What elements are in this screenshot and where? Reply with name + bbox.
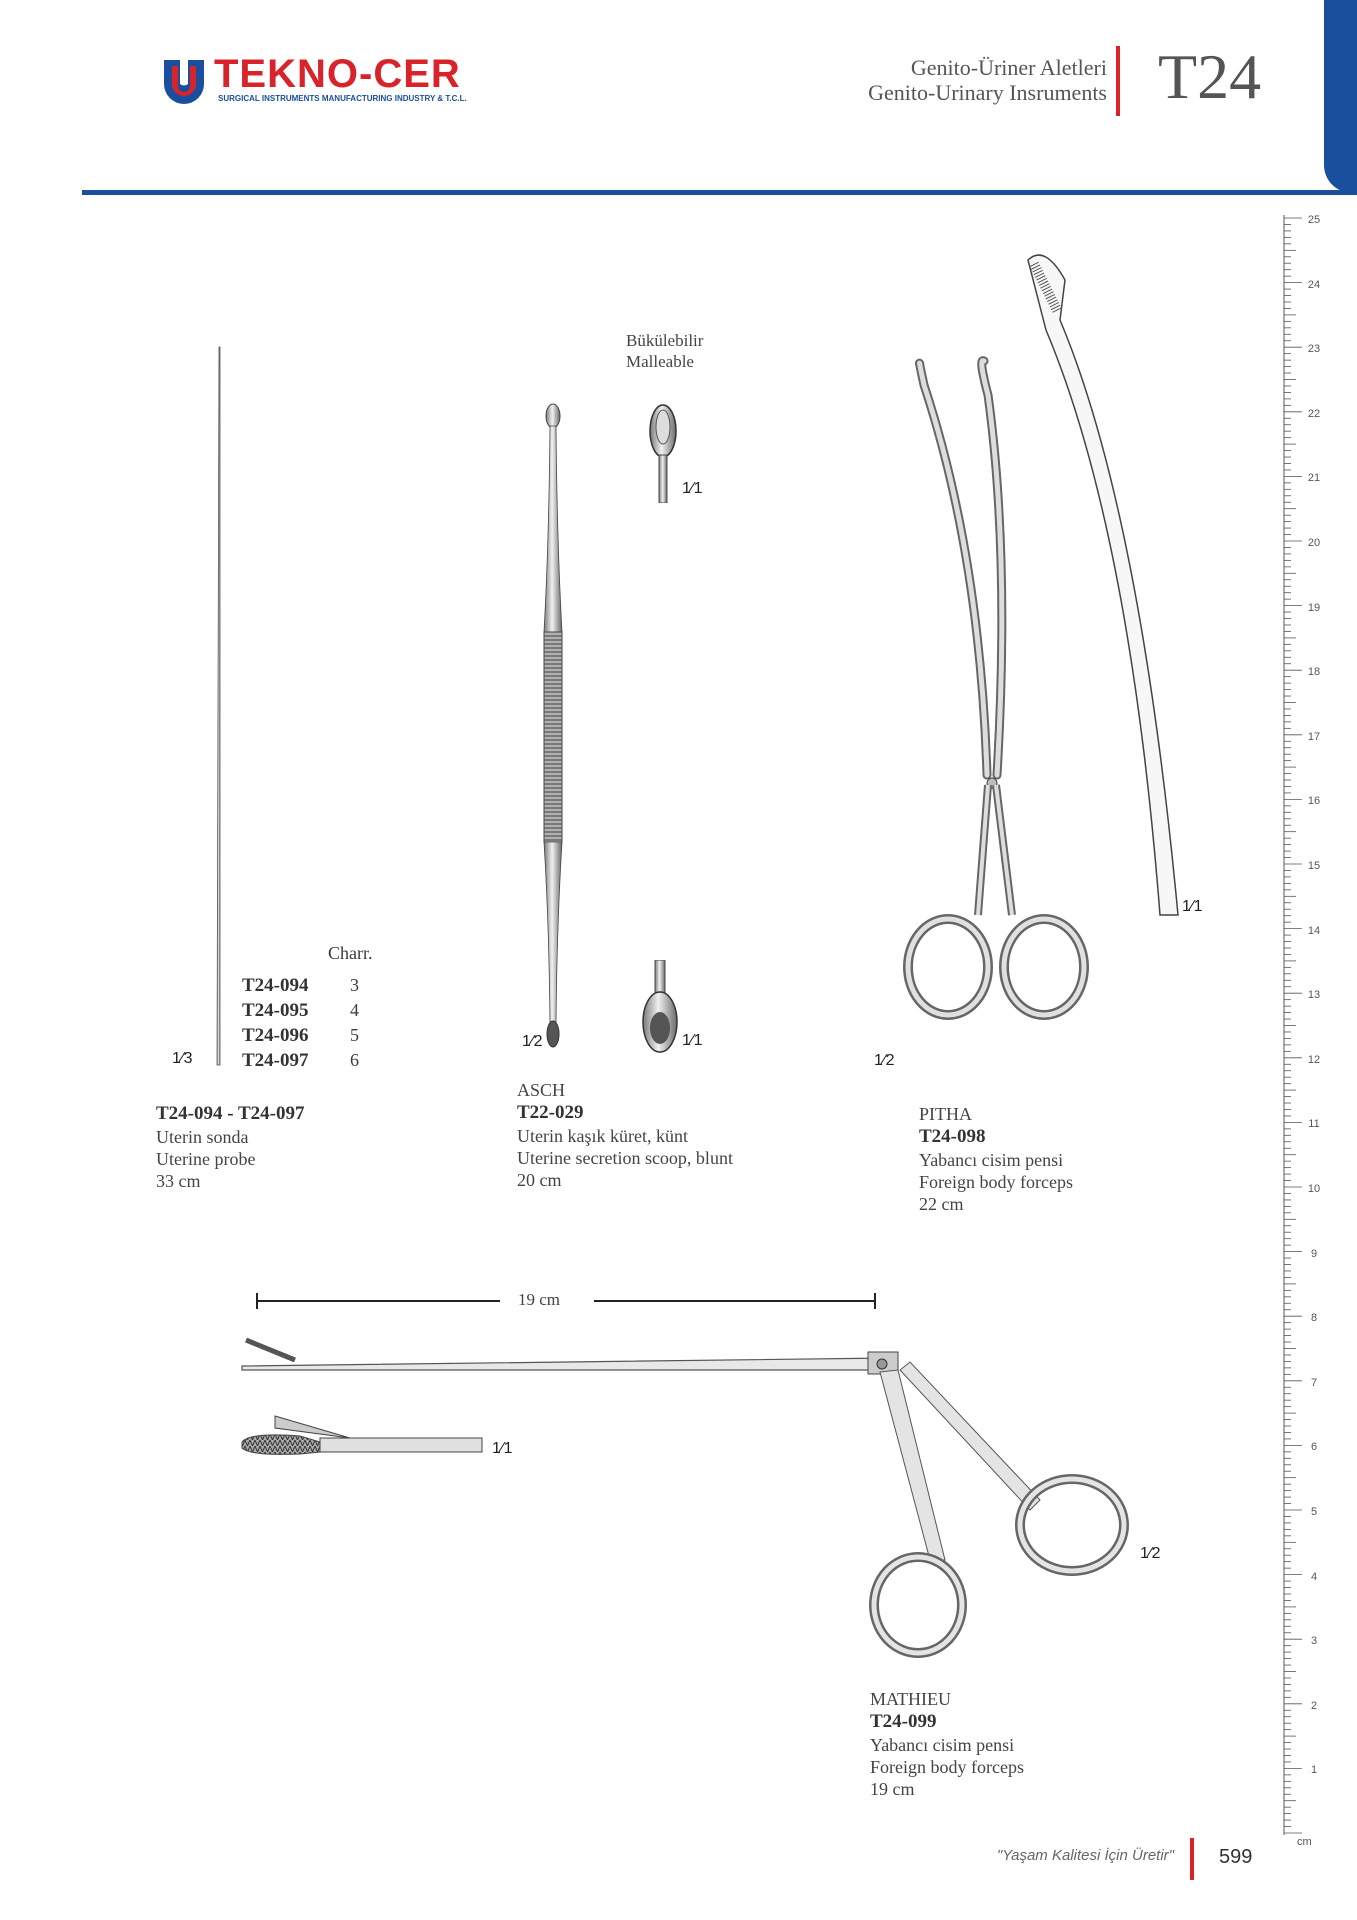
header-divider bbox=[1116, 46, 1120, 116]
scoop-maker: ASCH bbox=[517, 1080, 566, 1100]
brand-mark-icon bbox=[160, 56, 208, 104]
scoop-scale: 1⁄2 bbox=[522, 1033, 543, 1050]
ruler-ticks bbox=[1283, 215, 1305, 1840]
mathieu-name-tr: Yabancı cisim pensi bbox=[870, 1735, 1015, 1755]
ruler-number: 23 bbox=[1307, 343, 1321, 356]
mathieu-jaw-detail bbox=[240, 1410, 485, 1460]
mathieu-code: T24-099 bbox=[870, 1711, 937, 1732]
probe-scale: 1⁄3 bbox=[172, 1050, 193, 1067]
pitha-length: 22 cm bbox=[919, 1194, 964, 1214]
page-number: 599 bbox=[1219, 1846, 1253, 1868]
scoop-detail-top-scale: 1⁄1 bbox=[682, 480, 703, 497]
dimension-right-cap bbox=[874, 1293, 876, 1309]
pitha-code: T24-098 bbox=[919, 1126, 986, 1147]
ruler-number: 16 bbox=[1307, 795, 1321, 808]
category-title-tr: Genito-Üriner Aletleri bbox=[910, 55, 1107, 80]
mathieu-caption bbox=[870, 1688, 1024, 1800]
ruler-number: 4 bbox=[1310, 1570, 1318, 1583]
ruler-number: 18 bbox=[1307, 666, 1321, 679]
ruler-number: 5 bbox=[1310, 1506, 1318, 1518]
scoop-caption bbox=[517, 1079, 733, 1191]
dimension-left-bar bbox=[256, 1300, 500, 1302]
malleable-label bbox=[626, 330, 703, 372]
scoop-code: T22-029 bbox=[517, 1102, 584, 1123]
cm-ruler bbox=[1283, 214, 1323, 1848]
dimension-right-bar bbox=[594, 1300, 876, 1302]
brand-name: TEKNO-CER bbox=[214, 52, 461, 96]
ruler-number: 13 bbox=[1307, 989, 1321, 1002]
ruler-labels bbox=[1303, 215, 1325, 1840]
ruler-number: 11 bbox=[1308, 1118, 1320, 1131]
ruler-number: 19 bbox=[1307, 601, 1321, 614]
brand-logo bbox=[160, 54, 500, 106]
scoop-illustration bbox=[535, 402, 571, 1052]
size-row bbox=[242, 1050, 382, 1075]
probe-name-en: Uterine probe bbox=[156, 1149, 256, 1169]
probe-name-tr: Uterin sonda bbox=[156, 1127, 249, 1147]
malleable-tr: Bükülebilir bbox=[626, 331, 704, 350]
uterine-probe-illustration bbox=[205, 345, 235, 1070]
pitha-caption bbox=[919, 1103, 1073, 1215]
mathieu-detail-scale: 1⁄1 bbox=[492, 1440, 513, 1457]
ruler-number: 7 bbox=[1310, 1376, 1318, 1389]
scoop-name-tr: Uterin kaşık küret, künt bbox=[517, 1126, 688, 1146]
size-charr: 3 bbox=[350, 975, 359, 995]
size-code: T24-095 bbox=[242, 1000, 309, 1021]
size-charr: 4 bbox=[350, 1000, 359, 1020]
size-code: T24-094 bbox=[242, 975, 309, 996]
ruler-number: 14 bbox=[1307, 924, 1321, 937]
ruler-number: 22 bbox=[1307, 407, 1321, 420]
size-charr: 5 bbox=[350, 1025, 359, 1045]
mathieu-maker: MATHIEU bbox=[870, 1689, 951, 1709]
ruler-number: 24 bbox=[1307, 278, 1321, 291]
probe-caption bbox=[156, 1102, 304, 1192]
footer-slogan: "Yaşam Kalitesi İçin Üretir" bbox=[996, 1847, 1174, 1864]
ruler-number: 3 bbox=[1310, 1635, 1318, 1648]
brand-subtitle: SURGICAL INSTRUMENTS MANUFACTURING INDUSTRY & T.C.L. bbox=[218, 94, 467, 103]
ruler-number: 10 bbox=[1307, 1183, 1321, 1195]
malleable-en: Malleable bbox=[626, 352, 694, 371]
pitha-jaw-detail bbox=[1020, 250, 1180, 920]
pitha-maker: PITHA bbox=[919, 1104, 972, 1124]
dimension-line bbox=[256, 1290, 876, 1310]
pitha-detail-scale: 1⁄1 bbox=[1182, 898, 1203, 915]
ruler-number: 1 bbox=[1310, 1764, 1318, 1777]
scoop-length: 20 cm bbox=[517, 1170, 562, 1190]
ruler-number: 25 bbox=[1307, 214, 1321, 226]
probe-charr-header: Charr. bbox=[328, 943, 373, 963]
ruler-number: 21 bbox=[1307, 472, 1321, 485]
ruler-number: 17 bbox=[1307, 730, 1321, 743]
scoop-detail-top bbox=[648, 403, 678, 503]
header-blue-tab bbox=[1324, 0, 1357, 193]
footer-divider bbox=[1190, 1838, 1194, 1880]
size-code: T24-096 bbox=[242, 1025, 309, 1046]
ruler-number: 15 bbox=[1307, 860, 1321, 872]
ruler-number: 2 bbox=[1310, 1699, 1318, 1712]
size-row bbox=[242, 975, 382, 1000]
probe-code-range: T24-094 - T24-097 bbox=[156, 1103, 305, 1124]
size-row bbox=[242, 1025, 382, 1050]
size-row bbox=[242, 1000, 382, 1025]
category-title-en: Genito-Urinary Insruments bbox=[868, 80, 1107, 105]
ruler-number: 6 bbox=[1310, 1441, 1318, 1454]
pitha-scale: 1⁄2 bbox=[874, 1052, 895, 1069]
ruler-number: 8 bbox=[1310, 1312, 1318, 1325]
scoop-name-en: Uterine secretion scoop, blunt bbox=[517, 1148, 733, 1168]
size-charr: 6 bbox=[350, 1050, 359, 1070]
mathieu-forceps-illustration bbox=[240, 1330, 1140, 1670]
scoop-detail-bottom bbox=[640, 960, 680, 1055]
section-code: T24 bbox=[1158, 41, 1262, 112]
scoop-detail-bottom-scale: 1⁄1 bbox=[682, 1032, 703, 1049]
ruler-number: 9 bbox=[1310, 1247, 1318, 1260]
mathieu-name-en: Foreign body forceps bbox=[870, 1757, 1024, 1777]
ruler-unit: cm bbox=[1297, 1836, 1312, 1848]
pitha-name-en: Foreign body forceps bbox=[919, 1172, 1073, 1192]
ruler-number: 12 bbox=[1307, 1053, 1321, 1066]
dimension-label: 19 cm bbox=[518, 1290, 561, 1309]
probe-size-table bbox=[242, 975, 382, 1075]
probe-length: 33 cm bbox=[156, 1171, 201, 1191]
ruler-number: 20 bbox=[1307, 537, 1321, 549]
mathieu-scale: 1⁄2 bbox=[1140, 1545, 1161, 1562]
header-rule bbox=[82, 190, 1357, 195]
size-code: T24-097 bbox=[242, 1050, 309, 1071]
mathieu-length: 19 cm bbox=[870, 1779, 915, 1799]
pitha-name-tr: Yabancı cisim pensi bbox=[919, 1150, 1064, 1170]
